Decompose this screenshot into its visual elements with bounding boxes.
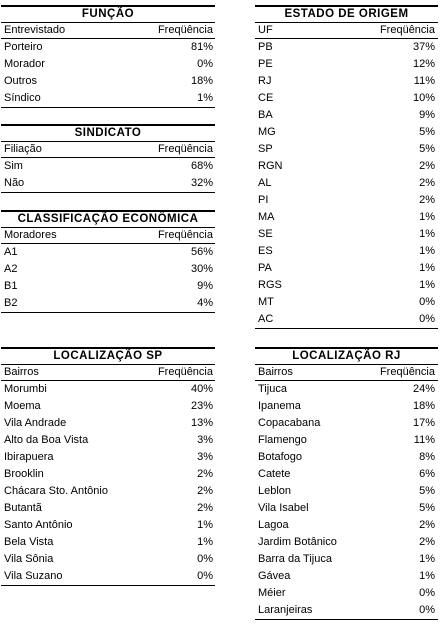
table-row — [255, 311, 438, 328]
row-frequency: 9% — [419, 109, 435, 121]
row-label: Catete — [258, 468, 291, 480]
column-header-frequency: Freqüência — [157, 229, 213, 241]
table-funcao — [1, 5, 215, 108]
table-row — [1, 278, 215, 295]
row-label: PB — [258, 41, 273, 53]
table-row — [255, 277, 438, 294]
row-label: Copacabana — [258, 417, 321, 429]
table-row — [1, 39, 215, 56]
row-label: Botafogo — [258, 451, 303, 463]
row-label: Flamengo — [258, 434, 307, 446]
row-frequency: 0% — [419, 296, 435, 308]
table-row — [255, 517, 438, 534]
column-header-label: Bairros — [4, 366, 39, 378]
row-frequency: 1% — [419, 279, 435, 291]
row-label: MG — [258, 126, 276, 138]
table-row — [1, 432, 215, 449]
table-row — [1, 415, 215, 432]
row-label: ES — [258, 245, 273, 257]
table-row — [255, 551, 438, 568]
row-frequency: 0% — [419, 604, 435, 616]
row-label: SE — [258, 228, 273, 240]
row-frequency: 1% — [197, 92, 213, 104]
row-frequency: 0% — [197, 553, 213, 565]
table-row — [1, 568, 215, 585]
row-frequency: 3% — [197, 434, 213, 446]
row-frequency: 8% — [419, 451, 435, 463]
column-header-frequency: Freqüência — [157, 24, 213, 36]
row-frequency: 1% — [419, 228, 435, 240]
table-row — [255, 226, 438, 243]
row-frequency: 6% — [419, 468, 435, 480]
column-header-label: UF — [258, 24, 273, 36]
table-estado-de-origem — [255, 5, 438, 329]
table-row — [255, 602, 438, 619]
table-row — [1, 90, 215, 107]
row-label: Brooklin — [4, 468, 44, 480]
row-label: Alto da Boa Vista — [4, 434, 89, 446]
table-row — [255, 209, 438, 226]
row-frequency: 12% — [412, 58, 435, 70]
row-frequency: 37% — [412, 41, 435, 53]
row-label: A1 — [4, 246, 18, 258]
column-header-frequency: Freqüência — [379, 366, 435, 378]
table-header — [255, 364, 438, 381]
table-row — [255, 260, 438, 277]
table-row — [255, 398, 438, 415]
table-row — [1, 73, 215, 90]
table-row — [255, 500, 438, 517]
table-row — [255, 39, 438, 56]
row-frequency: 10% — [412, 92, 435, 104]
row-label: Gávea — [258, 570, 291, 582]
row-label: Não — [4, 177, 25, 189]
row-label: Síndico — [4, 92, 41, 104]
row-label: Lagoa — [258, 519, 289, 531]
row-label: PI — [258, 194, 269, 206]
row-frequency: 68% — [190, 160, 213, 172]
row-label: AL — [258, 177, 272, 189]
table-body — [1, 39, 215, 108]
row-label: Chácara Sto. Antônio — [4, 485, 108, 497]
row-label: B1 — [4, 280, 18, 292]
row-frequency: 2% — [419, 177, 435, 189]
row-label: RJ — [258, 75, 272, 87]
table-row — [255, 73, 438, 90]
column-header-label: Bairros — [258, 366, 293, 378]
table-row — [255, 381, 438, 398]
row-frequency: 2% — [197, 468, 213, 480]
row-label: MA — [258, 211, 275, 223]
table-row — [1, 158, 215, 175]
table-header — [1, 141, 215, 158]
row-frequency: 1% — [419, 245, 435, 257]
table-row — [1, 500, 215, 517]
table-title: CLASSIFICAÇÃO ECONÔMICA — [1, 210, 215, 227]
row-label: Vila Andrade — [4, 417, 67, 429]
column-header-label: Filiação — [4, 143, 42, 155]
table-row — [1, 244, 215, 261]
table-row — [1, 517, 215, 534]
row-label: Moema — [4, 400, 41, 412]
row-label: Barra da Tijuca — [258, 553, 332, 565]
row-frequency: 11% — [413, 75, 435, 87]
row-label: Laranjeiras — [258, 604, 313, 616]
row-frequency: 1% — [419, 262, 435, 274]
table-row — [255, 466, 438, 483]
table-row — [255, 158, 438, 175]
column-header-label: Entrevistado — [4, 24, 66, 36]
table-row — [1, 295, 215, 312]
table-row — [255, 56, 438, 73]
table-row — [1, 534, 215, 551]
row-label: MT — [258, 296, 274, 308]
row-label: Ipanema — [258, 400, 301, 412]
table-title: ESTADO DE ORIGEM — [255, 5, 438, 22]
row-frequency: 0% — [197, 58, 213, 70]
row-frequency: 13% — [190, 417, 213, 429]
row-frequency: 0% — [197, 570, 213, 582]
table-row — [255, 107, 438, 124]
row-frequency: 18% — [190, 75, 213, 87]
row-label: Tijuca — [258, 383, 287, 395]
row-label: Outros — [4, 75, 38, 87]
table-header — [1, 227, 215, 244]
row-frequency: 81% — [190, 41, 213, 53]
table-row — [255, 415, 438, 432]
table-localizacao-rj — [255, 347, 438, 620]
row-frequency: 1% — [197, 519, 213, 531]
table-row — [1, 449, 215, 466]
row-frequency: 1% — [419, 570, 435, 582]
table-row — [1, 466, 215, 483]
row-frequency: 18% — [412, 400, 435, 412]
table-row — [255, 192, 438, 209]
row-label: A2 — [4, 263, 18, 275]
table-row — [255, 124, 438, 141]
row-label: Vila Sônia — [4, 553, 54, 565]
row-frequency: 1% — [419, 553, 435, 565]
row-label: Ibirapuera — [4, 451, 54, 463]
table-row — [1, 551, 215, 568]
row-label: Sim — [4, 160, 23, 172]
row-frequency: 1% — [419, 211, 435, 223]
table-row — [255, 449, 438, 466]
row-label: Méier — [258, 587, 286, 599]
row-label: Morador — [4, 58, 45, 70]
row-frequency: 3% — [197, 451, 213, 463]
table-row — [255, 243, 438, 260]
row-frequency: 2% — [419, 194, 435, 206]
table-row — [255, 294, 438, 311]
table-title: LOCALIZAÇÃO RJ — [255, 347, 438, 364]
table-row — [1, 398, 215, 415]
table-title: FUNÇÃO — [1, 5, 215, 22]
table-row — [1, 483, 215, 500]
row-label: RGN — [258, 160, 283, 172]
row-frequency: 32% — [190, 177, 213, 189]
row-label: Leblon — [258, 485, 292, 497]
row-frequency: 2% — [419, 160, 435, 172]
table-body — [255, 39, 438, 329]
column-header-frequency: Freqüência — [379, 24, 435, 36]
table-row — [255, 175, 438, 192]
table-row — [255, 483, 438, 500]
row-label: Vila Suzano — [4, 570, 63, 582]
row-frequency: 9% — [197, 280, 213, 292]
row-label: PE — [258, 58, 273, 70]
row-frequency: 40% — [190, 383, 213, 395]
table-sindicato — [1, 124, 215, 193]
row-label: BA — [258, 109, 273, 121]
row-frequency: 2% — [197, 502, 213, 514]
table-body — [1, 381, 215, 586]
row-frequency: 5% — [419, 485, 435, 497]
row-frequency: 30% — [190, 263, 213, 275]
table-classificacao-economica — [1, 210, 215, 313]
row-label: RGS — [258, 279, 282, 291]
table-header — [1, 364, 215, 381]
row-frequency: 2% — [419, 519, 435, 531]
table-row — [1, 175, 215, 192]
row-label: SP — [258, 143, 273, 155]
row-label: Bela Vista — [4, 536, 54, 548]
row-frequency: 0% — [419, 587, 435, 599]
table-header — [1, 22, 215, 39]
row-frequency: 5% — [419, 143, 435, 155]
table-row — [1, 261, 215, 278]
row-frequency: 5% — [419, 126, 435, 138]
row-frequency: 1% — [197, 536, 213, 548]
table-body — [1, 244, 215, 313]
table-localizacao-sp — [1, 347, 215, 586]
row-frequency: 4% — [197, 297, 213, 309]
table-row — [255, 585, 438, 602]
column-header-label: Moradores — [4, 229, 57, 241]
table-body — [1, 158, 215, 193]
table-row — [1, 381, 215, 398]
table-title: LOCALIZAÇÃO SP — [1, 347, 215, 364]
table-body — [255, 381, 438, 620]
row-label: Jardim Botânico — [258, 536, 337, 548]
row-frequency: 17% — [412, 417, 435, 429]
table-row — [255, 141, 438, 158]
row-label: B2 — [4, 297, 18, 309]
row-label: Vila Isabel — [258, 502, 309, 514]
table-row — [255, 432, 438, 449]
row-label: Santo Antônio — [4, 519, 73, 531]
row-label: AC — [258, 313, 274, 325]
column-header-frequency: Freqüência — [157, 366, 213, 378]
table-header — [255, 22, 438, 39]
table-row — [255, 90, 438, 107]
row-frequency: 24% — [412, 383, 435, 395]
table-row — [1, 56, 215, 73]
column-header-frequency: Freqüência — [157, 143, 213, 155]
row-label: Porteiro — [4, 41, 43, 53]
row-frequency: 2% — [419, 536, 435, 548]
row-label: PA — [258, 262, 272, 274]
row-frequency: 0% — [419, 313, 435, 325]
row-frequency: 2% — [197, 485, 213, 497]
row-frequency: 56% — [190, 246, 213, 258]
row-frequency: 11% — [413, 434, 435, 446]
row-label: CE — [258, 92, 274, 104]
table-row — [255, 534, 438, 551]
row-label: Morumbi — [4, 383, 47, 395]
row-label: Butantã — [4, 502, 42, 514]
table-row — [255, 568, 438, 585]
row-frequency: 23% — [190, 400, 213, 412]
row-frequency: 5% — [419, 502, 435, 514]
table-title: SINDICATO — [1, 124, 215, 141]
